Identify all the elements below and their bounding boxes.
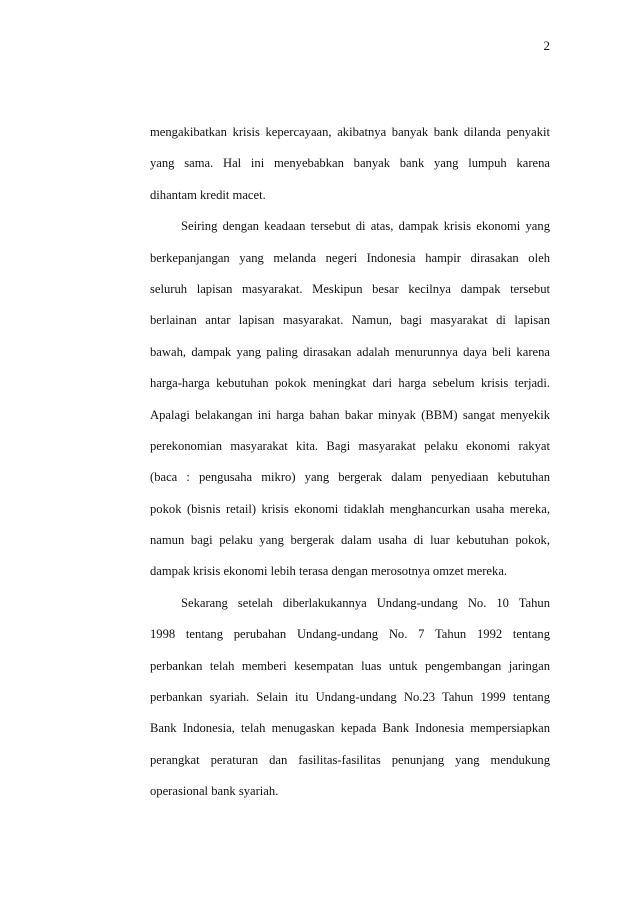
text-line: mengakibatkan krisis kepercayaan, akibatnya banyak bank dilanda penyakit xyxy=(150,125,550,139)
text-line: perekonomian masyarakat kita. Bagi masyarakat pelaku ekonomi rakyat xyxy=(150,438,550,453)
text-line: harga-harga kebutuhan pokok meningkat dari harga sebelum krisis terjadi. xyxy=(150,376,550,391)
text-line: namun bagi pelaku yang bergerak dalam usaha di luar kebutuhan pokok, xyxy=(150,533,550,548)
text-line: bawah, dampak yang paling dirasakan adalah menurunnya daya beli karena xyxy=(150,344,550,359)
text-line: Seiring dengan keadaan tersebut di atas, dampak krisis ekonomi yang xyxy=(181,219,550,234)
text-line: 1998 tentang perubahan Undang-undang No. 7 Tahun 1992 tentang xyxy=(150,627,550,642)
text-line: operasional bank syariah. xyxy=(150,784,279,799)
text-line: perbankan telah memberi kesempatan luas untuk pengembangan jaringan xyxy=(150,658,550,673)
text-line: dihantam kredit macet. xyxy=(150,187,266,202)
text-line: berkepanjangan yang melanda negeri Indonesia hampir dirasakan oleh xyxy=(150,250,550,265)
text-line: dampak krisis ekonomi lebih terasa dengan merosotnya omzet mereka. xyxy=(150,564,508,579)
text-line: Sekarang setelah diberlakukannya Undang-undang No. 10 Tahun xyxy=(181,595,550,610)
text-line: perbankan syariah. Selain itu Undang-undang No.23 Tahun 1999 tentang xyxy=(150,690,550,705)
body-text xyxy=(150,124,550,815)
text-line: yang sama. Hal ini menyebabkan banyak bank yang lumpuh karena xyxy=(150,156,550,171)
text-line: berlainan antar lapisan masyarakat. Namun, bagi masyarakat di lapisan xyxy=(150,313,550,328)
text-line: perangkat peraturan dan fasilitas-fasilitas penunjang yang mendukung xyxy=(150,752,550,767)
text-line: (baca : pengusaha mikro) yang bergerak dalam penyediaan kebutuhan xyxy=(150,470,550,485)
text-line: Apalagi belakangan ini harga bahan bakar minyak (BBM) sangat menyekik xyxy=(150,407,550,422)
text-line: pokok (bisnis retail) krisis ekonomi tidaklah menghancurkan usaha mereka, xyxy=(150,501,550,516)
page-number: 2 xyxy=(543,38,550,53)
text-line: Bank Indonesia, telah menugaskan kepada Bank Indonesia mempersiapkan xyxy=(150,721,550,736)
text-line: seluruh lapisan masyarakat. Meskipun besar kecilnya dampak tersebut xyxy=(150,281,550,296)
